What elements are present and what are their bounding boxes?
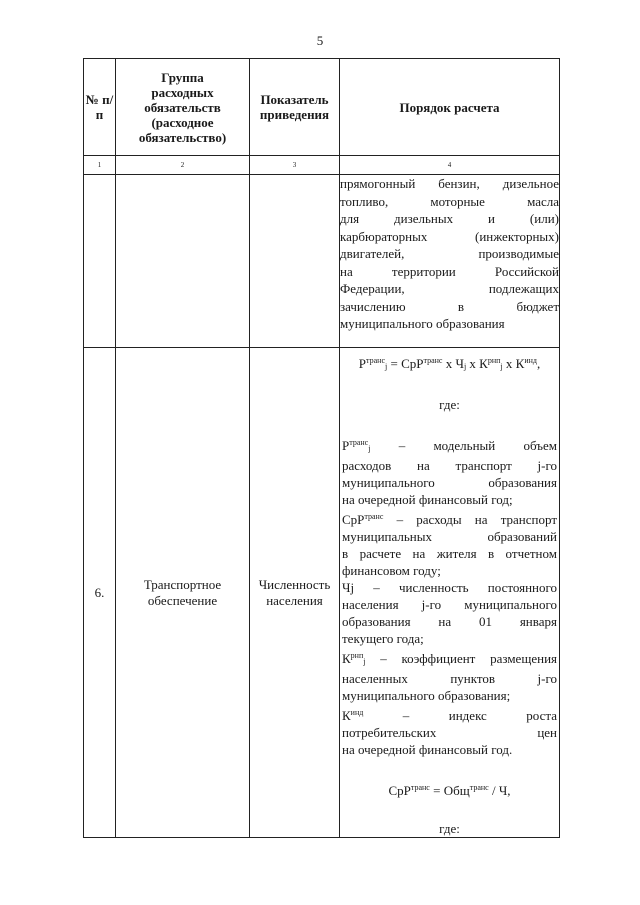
def-symbol: К <box>342 708 351 723</box>
definition-line <box>342 579 557 596</box>
def-symbol: К <box>342 651 351 666</box>
definition-line <box>342 434 557 457</box>
text-line: топливо, моторные масла <box>340 193 559 209</box>
header-indicator-line: Показатель <box>260 92 329 107</box>
definition-line: на очередной финансовый год; <box>342 492 513 507</box>
table-row <box>84 175 560 348</box>
definition-line <box>342 704 557 724</box>
definition-line: потребительских цен <box>342 725 557 740</box>
formula-sup: транс <box>423 356 443 365</box>
header-group-line: обязательство) <box>138 129 227 145</box>
definition-line: населенных пунктов j-го <box>342 671 557 686</box>
formula-sup: рнп <box>487 356 501 365</box>
formula-operator: = Общ <box>429 783 470 798</box>
column-index: 3 <box>250 156 340 175</box>
page-number: 5 <box>316 33 324 48</box>
row5-group-cell <box>116 175 250 348</box>
def-symbol: Р <box>342 438 350 453</box>
formula-operator: / Ч, <box>488 783 511 798</box>
where-label-2: где: <box>439 821 460 836</box>
text-line: зачислению в бюджет <box>340 298 559 314</box>
formula-symbol: СрР <box>401 356 424 371</box>
def-symbol: Чj <box>342 580 355 595</box>
definition-line <box>342 647 557 670</box>
text-line: прямогонный бензин, дизельное <box>340 176 559 191</box>
group-line: обеспечение <box>147 592 218 608</box>
formula-sub: j <box>500 362 503 371</box>
definition-line: населения j-го муниципального <box>342 597 557 612</box>
formula-symbol: Р <box>358 356 367 371</box>
formula-operator: х К <box>466 356 488 371</box>
def-text: – расходы на транспорт <box>396 512 557 527</box>
definition-line: муниципальных образований <box>342 529 557 544</box>
formula-sup: транс <box>366 356 386 365</box>
formula-sup: транс <box>410 783 430 792</box>
column-index: 1 <box>84 156 116 175</box>
header-group-line: (расходное <box>151 114 214 130</box>
formula-sup: транс <box>469 783 489 792</box>
row6-calculation-cell <box>340 348 560 838</box>
column-index-row <box>84 156 560 175</box>
header-number-text: № п/п <box>85 92 114 122</box>
formula-sub: j <box>385 362 388 371</box>
def-text: – численность постоянного <box>373 580 558 595</box>
header-indicator <box>250 59 340 156</box>
def-text: – индекс роста <box>402 708 558 723</box>
header-number <box>84 59 116 156</box>
indicator-line: Численность <box>258 576 331 592</box>
definition-line: в расчете на жителя в отчетном <box>342 546 557 561</box>
def-sup: инд <box>350 708 364 717</box>
formula-operator: х К <box>502 356 525 371</box>
definition-line <box>342 508 557 528</box>
formula-model-cost <box>342 352 557 375</box>
row5-calculation-cell <box>340 175 560 348</box>
def-symbol: СрР <box>342 512 365 527</box>
formula-operator: х Ч <box>442 356 464 371</box>
formula-operator: , <box>536 356 541 371</box>
header-calculation <box>340 59 560 156</box>
column-index: 2 <box>116 156 250 175</box>
row6-number: 6. <box>84 348 116 838</box>
definition-line: образования на 01 января <box>342 614 557 629</box>
row6-indicator <box>250 348 340 838</box>
text-line: Федерации, подлежащих <box>340 281 559 296</box>
where-label: где: <box>439 397 460 412</box>
text-line: двигателей, производимые <box>340 246 559 261</box>
row5-number-cell <box>84 175 116 348</box>
text-line: на территории Российской <box>340 263 559 279</box>
header-group-line: расходных <box>151 84 214 100</box>
def-sup: рнп <box>350 651 364 660</box>
definition-line: текущего года; <box>342 631 424 646</box>
header-group-line: обязательств <box>144 99 221 115</box>
formula-operator: = <box>387 356 402 371</box>
allocation-table <box>83 58 560 838</box>
header-group-line: Группа <box>161 69 204 85</box>
column-index: 4 <box>340 156 560 175</box>
def-text: – коэффициент размещения <box>380 651 558 666</box>
definition-line: на очередной финансовый год. <box>342 742 513 757</box>
row5-indicator-cell <box>250 175 340 348</box>
formula-average-cost <box>342 779 557 799</box>
def-text: – модельный объем <box>398 438 558 453</box>
row6-group <box>116 348 250 838</box>
def-sup: транс <box>349 438 369 447</box>
formula-sub: j <box>463 362 467 371</box>
definition-line: муниципального образования <box>342 475 557 490</box>
def-sub: j <box>368 444 371 453</box>
header-indicator-line: приведения <box>259 107 330 122</box>
group-line: Транспортное <box>143 576 222 592</box>
table-header-row <box>84 59 560 156</box>
header-group <box>116 59 250 156</box>
header-calculation-text: Порядок расчета <box>399 99 500 115</box>
definition-line: муниципального образования; <box>342 688 511 703</box>
table-row <box>84 348 560 838</box>
formula-symbol: СрР <box>388 783 411 798</box>
definition-line: расходов на транспорт j-го <box>342 458 557 473</box>
def-sup: транс <box>364 512 384 521</box>
indicator-line: населения <box>266 592 323 608</box>
formula-sup: инд <box>524 356 537 365</box>
text-line: муниципального образования <box>340 316 505 331</box>
text-line: карбюраторных (инжекторных) <box>340 228 559 244</box>
text-line: для дизельных и (или) <box>340 211 559 226</box>
def-sub: j <box>363 657 366 666</box>
definition-line: финансовом году; <box>342 563 441 578</box>
